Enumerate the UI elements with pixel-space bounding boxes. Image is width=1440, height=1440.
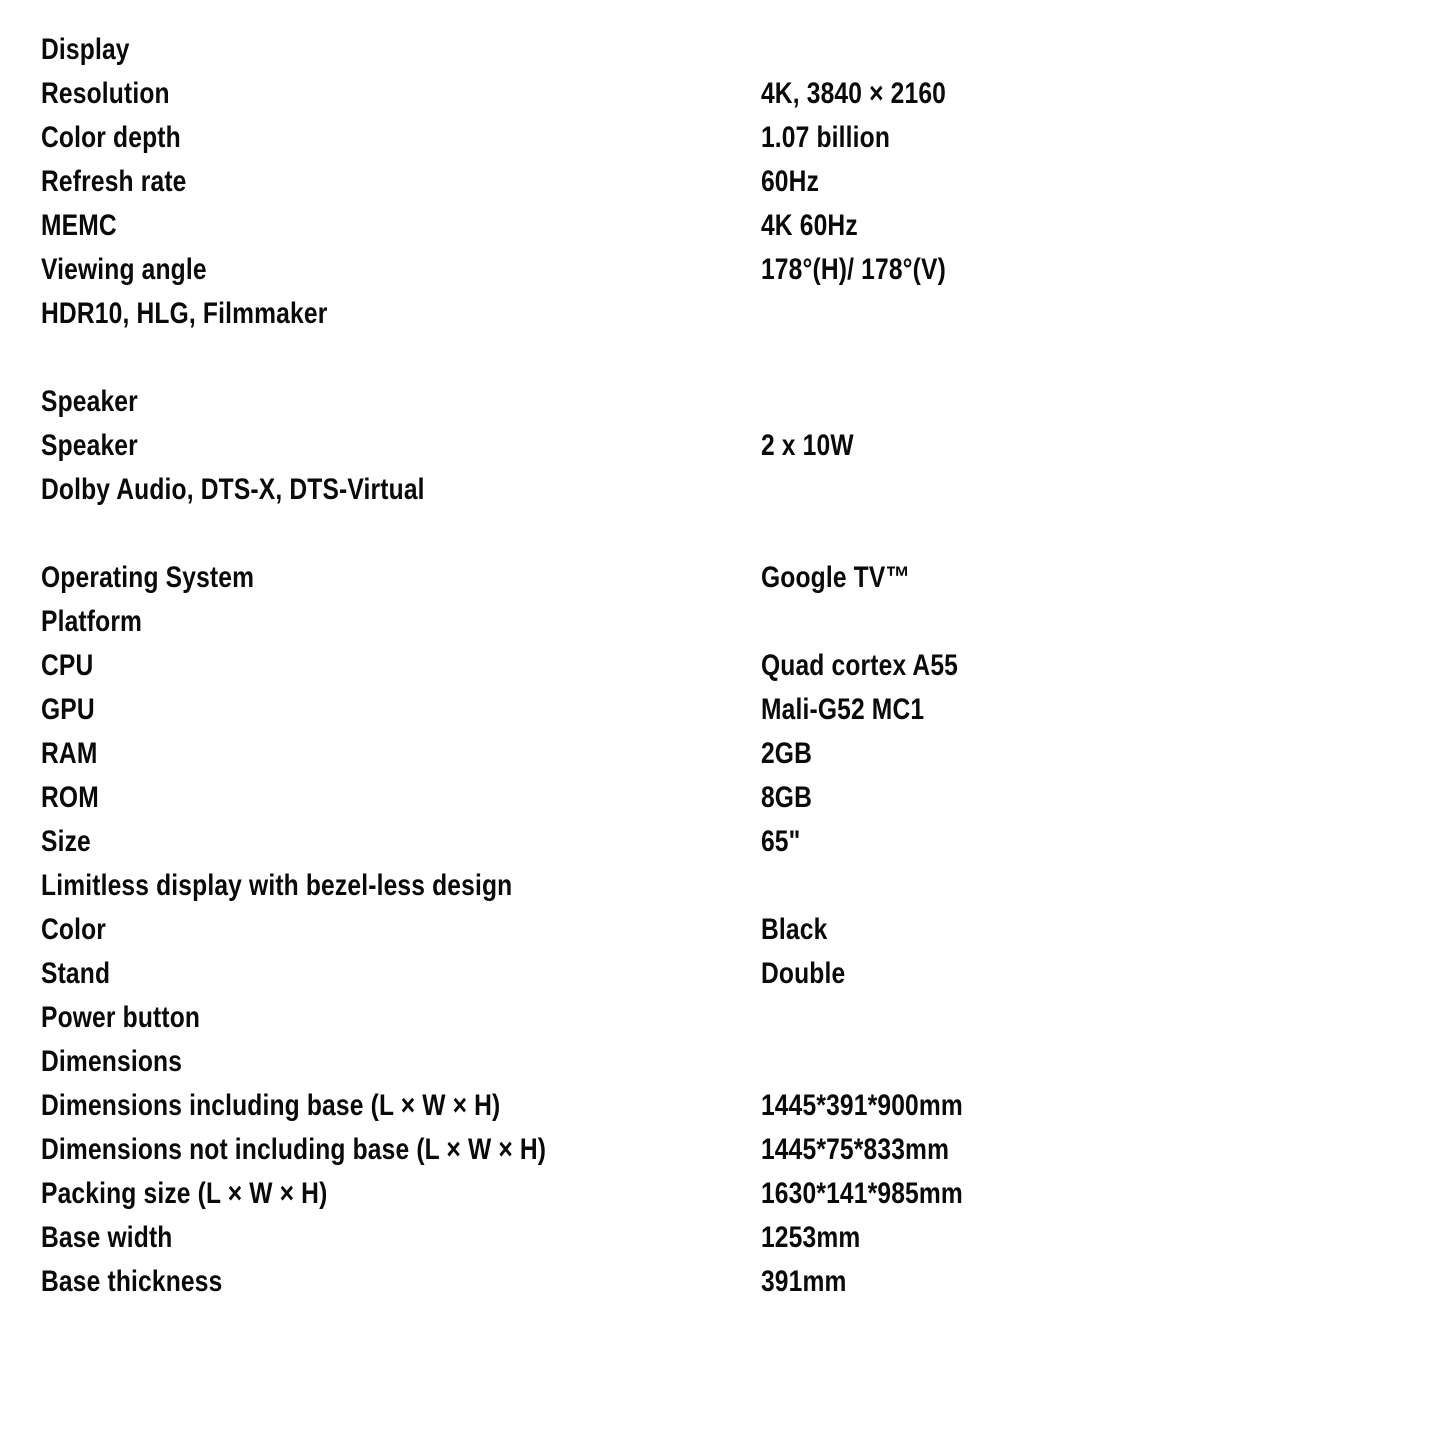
spec-value: 65" [760, 825, 801, 858]
spec-row-color [41, 908, 1156, 952]
spec-row-color-depth [41, 116, 1156, 160]
spec-value: 4K, 3840 × 2160 [760, 77, 947, 110]
spec-row-display-heading [41, 28, 1156, 72]
spec-label: Speaker [41, 385, 138, 418]
spec-label: Color [41, 913, 107, 946]
spec-label: Platform [41, 605, 143, 638]
spec-row-packing-size [41, 1172, 1156, 1216]
spec-label: RAM [41, 737, 98, 770]
spec-row-hdr [41, 292, 1156, 336]
spec-value: Mali-G52 MC1 [760, 693, 925, 726]
spec-value: 1445*391*900mm [760, 1089, 963, 1122]
spec-value: 4K 60Hz [760, 209, 858, 242]
spec-value: Google TV™ [760, 561, 911, 594]
spec-label: Dimensions [41, 1045, 183, 1078]
spec-row-audio-formats [41, 468, 1156, 512]
spec-value: Quad cortex A55 [760, 649, 959, 682]
spec-label: MEMC [41, 209, 117, 242]
spec-row-dimensions-without-base [41, 1128, 1156, 1172]
spec-label: CPU [41, 649, 94, 682]
spec-row-resolution [41, 72, 1156, 116]
spec-label: HDR10, HLG, Filmmaker [41, 297, 328, 330]
spec-row-dimensions-with-base [41, 1084, 1156, 1128]
spec-label: Color depth [41, 121, 181, 154]
spec-row-stand [41, 952, 1156, 996]
spec-label: Base width [41, 1221, 173, 1254]
spec-label: Refresh rate [41, 165, 187, 198]
spec-value: 1445*75*833mm [760, 1133, 950, 1166]
spec-value: 1630*141*985mm [760, 1177, 963, 1210]
spec-label: Display [41, 33, 130, 66]
spec-value: 60Hz [760, 165, 820, 198]
spec-label: Resolution [41, 77, 170, 110]
spec-row-bezel-less [41, 864, 1156, 908]
spec-label: Operating System [41, 561, 255, 594]
spec-value: 391mm [760, 1265, 847, 1298]
spec-label: Limitless display with bezel-less design [41, 869, 513, 902]
spec-value: 2 x 10W [760, 429, 854, 462]
spec-value: Black [760, 913, 828, 946]
spec-label: Power button [41, 1001, 201, 1034]
spec-label: Dimensions including base (L × W × H) [41, 1089, 501, 1122]
spec-label: Dimensions not including base (L × W × H) [41, 1133, 547, 1166]
spec-row-dimensions-heading [41, 1040, 1156, 1084]
spec-row-power-button [41, 996, 1156, 1040]
spec-value: 1253mm [760, 1221, 861, 1254]
spec-label: GPU [41, 693, 95, 726]
spec-label: Speaker [41, 429, 138, 462]
spec-row-platform [41, 600, 1156, 644]
spec-label: Dolby Audio, DTS-X, DTS-Virtual [41, 473, 425, 506]
spec-row-ram [41, 732, 1156, 776]
spec-label: Viewing angle [41, 253, 207, 286]
spec-value: 178°(H)/ 178°(V) [760, 253, 946, 286]
spec-row-speaker [41, 424, 1156, 468]
spec-row-base-thickness [41, 1260, 1156, 1304]
spec-row-speaker-heading [41, 380, 1156, 424]
spec-label: Stand [41, 957, 111, 990]
section-spacer [41, 512, 1401, 556]
spec-list [41, 28, 1401, 1304]
spec-label: Packing size (L × W × H) [41, 1177, 328, 1210]
spec-row-memc [41, 204, 1156, 248]
spec-value: 1.07 billion [760, 121, 891, 154]
spec-row-viewing-angle [41, 248, 1156, 292]
spec-row-gpu [41, 688, 1156, 732]
spec-row-base-width [41, 1216, 1156, 1260]
spec-value: Double [760, 957, 846, 990]
spec-row-operating-system [41, 556, 1156, 600]
spec-value: 2GB [760, 737, 813, 770]
section-spacer [41, 336, 1401, 380]
spec-value: 8GB [760, 781, 813, 814]
spec-label: Size [41, 825, 91, 858]
spec-row-rom [41, 776, 1156, 820]
spec-label: Base thickness [41, 1265, 223, 1298]
spec-row-refresh-rate [41, 160, 1156, 204]
spec-row-size [41, 820, 1156, 864]
spec-label: ROM [41, 781, 99, 814]
spec-row-cpu [41, 644, 1156, 688]
